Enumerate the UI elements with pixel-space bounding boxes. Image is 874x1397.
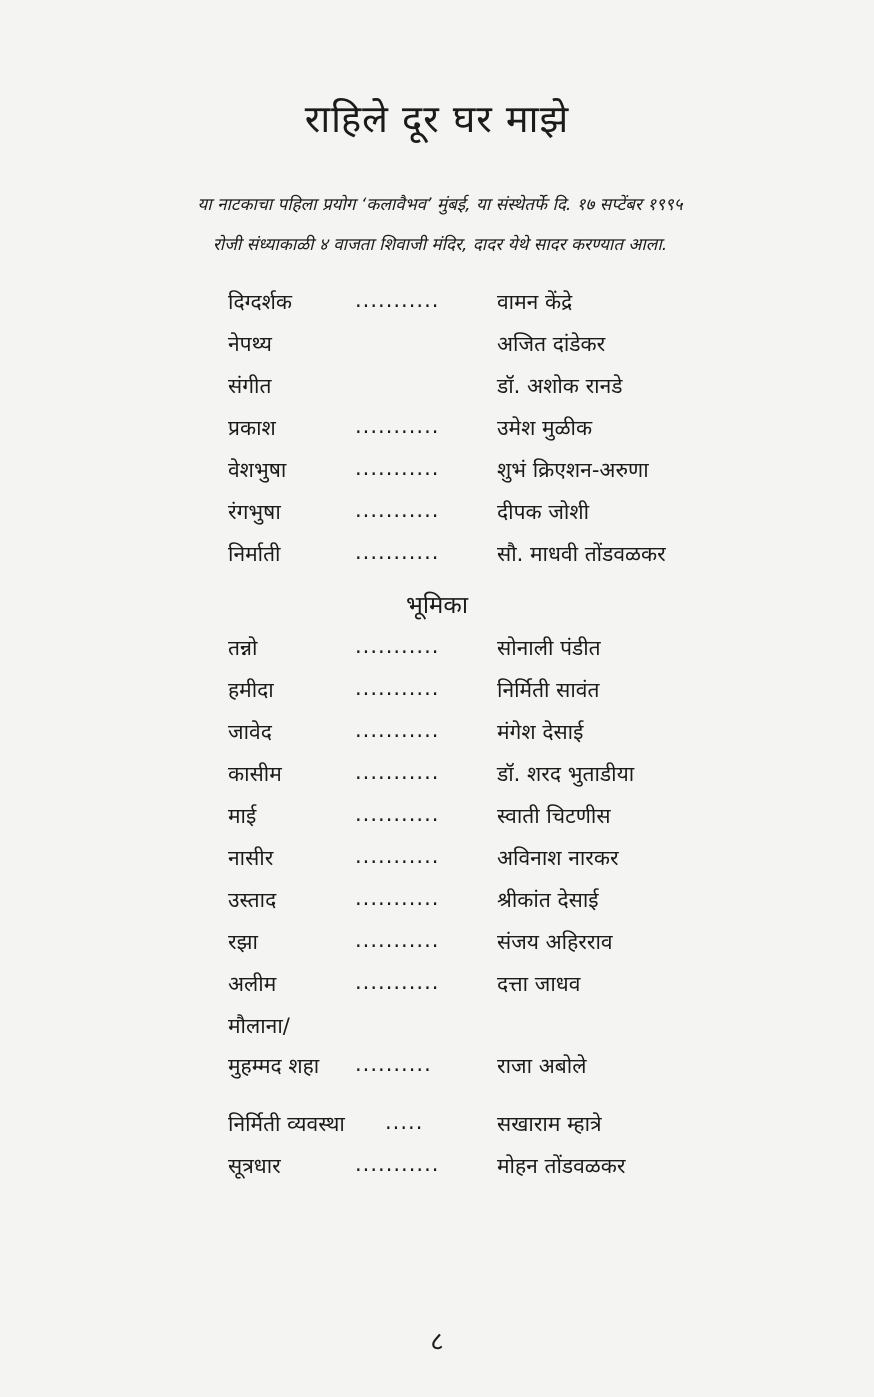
crew-role: दिग्दर्शक [228, 290, 293, 314]
leader-dots: .......... [355, 1052, 432, 1076]
leader-dots: ........... [355, 540, 440, 564]
premiere-note-line-2: रोजी संध्याकाळी ४ वाजता शिवाजी मंदिर, दादर येथे सादर करण्यात आला. [212, 235, 668, 255]
crew-role: रंगभुषा [228, 500, 281, 524]
crew-role: वेशभुषा [228, 458, 287, 482]
cast-heading: भूमिका [405, 591, 469, 619]
leader-dots: ........... [355, 456, 440, 480]
leader-dots: ........... [355, 760, 440, 784]
crew-role: निर्मिती व्यवस्था [228, 1112, 345, 1136]
leader-dots: ........... [355, 970, 440, 994]
actor-name: डॉ. शरद भुताडीया [497, 762, 635, 786]
leader-dots: ........... [355, 844, 440, 868]
character-name-line-1: मौलाना/ [228, 1014, 290, 1038]
crew-name: उमेश मुळीक [497, 416, 593, 440]
crew-name: मोहन तोंडवळकर [497, 1154, 626, 1178]
actor-name: निर्मिती सावंत [497, 678, 600, 702]
leader-dots: ........... [355, 886, 440, 910]
character-name: उस्ताद [228, 888, 277, 912]
leader-dots: ........... [355, 1152, 440, 1176]
actor-name: स्वाती चिटणीस [497, 804, 611, 828]
leader-dots: ........... [355, 288, 440, 312]
actor-name: सोनाली पंडीत [497, 636, 601, 660]
character-name: तन्नो [228, 636, 258, 660]
crew-name: सौ. माधवी तोंडवळकर [497, 542, 666, 566]
actor-name: श्रीकांत देसाई [497, 888, 599, 912]
leader-dots: ........... [355, 634, 440, 658]
actor-name: दत्ता जाधव [497, 972, 581, 996]
character-name-line-2: मुहम्मद शहा [228, 1054, 320, 1078]
leader-dots: ........... [355, 498, 440, 522]
crew-name: सखाराम म्हात्रे [497, 1112, 602, 1136]
character-name: माई [228, 804, 257, 828]
play-title: राहिले दूर घर माझे [304, 97, 570, 141]
crew-role: प्रकाश [228, 416, 276, 440]
crew-role: नेपथ्य [228, 332, 272, 356]
crew-name: दीपक जोशी [497, 500, 590, 524]
leader-dots: ........... [355, 802, 440, 826]
character-name: जावेद [228, 720, 272, 744]
crew-role: संगीत [228, 374, 272, 398]
page-number: ८ [430, 1327, 444, 1357]
actor-name: संजय अहिरराव [497, 930, 613, 954]
actor-name: अविनाश नारकर [497, 846, 619, 870]
leader-dots: ..... [385, 1110, 424, 1134]
premiere-note-line-1: या नाटकाचा पहिला प्रयोग ‘कलावैभव’ मुंबई, या संस्थेतर्फे दि. १७ सप्टेंबर १९९५ [197, 195, 683, 215]
character-name: कासीम [228, 762, 282, 786]
actor-name: मंगेश देसाई [497, 720, 584, 744]
crew-role: सूत्रधार [228, 1154, 281, 1178]
crew-name: वामन केंद्रे [497, 290, 573, 314]
actor-name: राजा अबोले [497, 1054, 587, 1078]
leader-dots: ........... [355, 928, 440, 952]
crew-name: अजित दांडेकर [497, 332, 606, 356]
character-name: हमीदा [228, 678, 274, 702]
character-name: अलीम [228, 972, 277, 996]
crew-name: शुभं क्रिएशन-अरुणा [497, 458, 649, 482]
leader-dots: ........... [355, 414, 440, 438]
leader-dots: ........... [355, 718, 440, 742]
leader-dots: ........... [355, 676, 440, 700]
crew-role: निर्माती [228, 542, 281, 566]
crew-name: डॉ. अशोक रानडे [497, 374, 623, 398]
character-name: नासीर [228, 846, 274, 870]
character-name: रझा [228, 930, 258, 954]
